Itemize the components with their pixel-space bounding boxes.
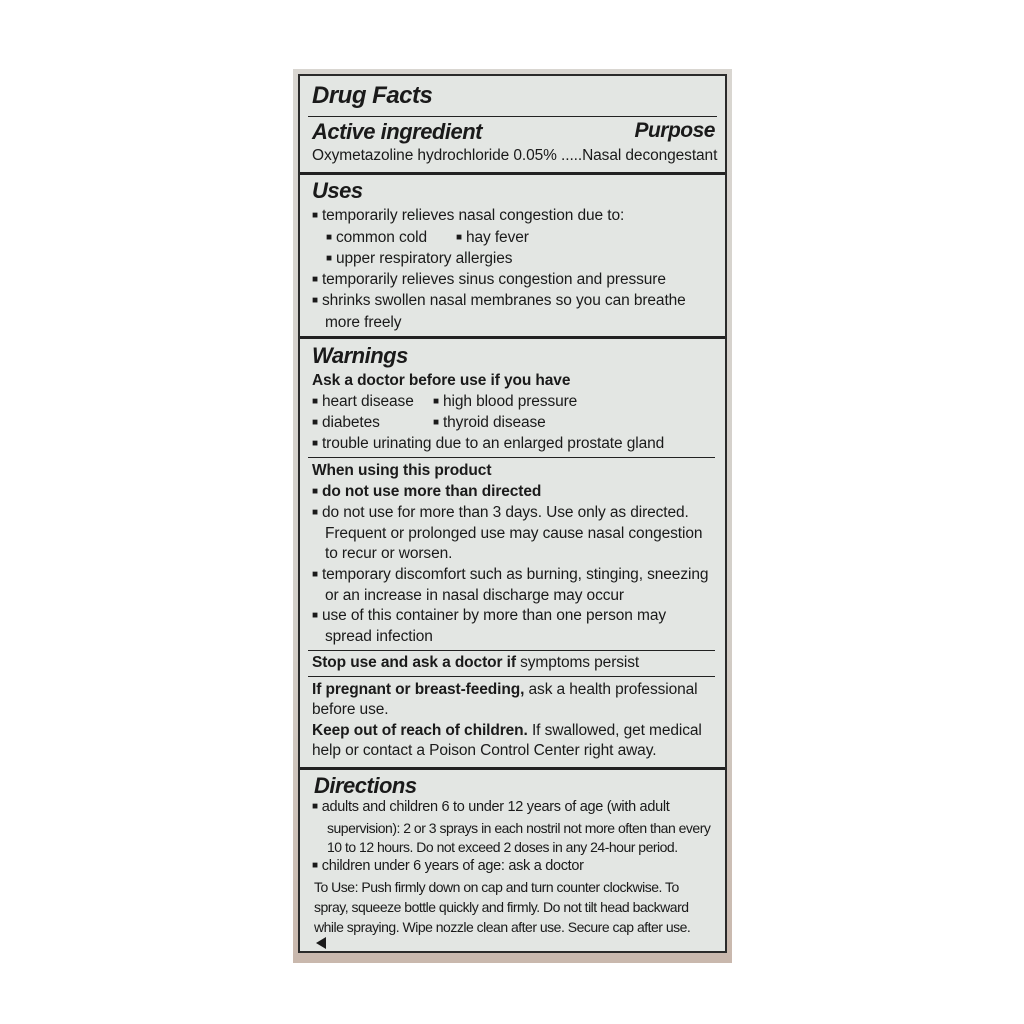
when-using-4-cont: spread infection [325, 628, 433, 645]
to-use-line-1: To Use: Push firmly down on cap and turn counter clockwise. To [314, 879, 679, 895]
section-divider [300, 336, 725, 339]
when-using-1: ■ do not use more than directed [312, 483, 541, 501]
when-using-3: ■ temporary discomfort such as burning, stinging, sneezing [312, 566, 708, 584]
warning-bp: ■ high blood pressure [433, 393, 577, 411]
drug-facts-panel [298, 74, 727, 953]
keep-out-cont: help or contact a Poison Control Center right away. [312, 742, 657, 759]
directions-1-cont: 10 to 12 hours. Do not exceed 2 doses in any 24-hour period. [327, 839, 678, 855]
uses-sub-allergies: ■ upper respiratory allergies [326, 250, 512, 268]
uses-sub-common-cold: ■ common cold [326, 229, 427, 247]
pregnant-bold: If pregnant or breast-feeding, [312, 681, 525, 698]
warning-urinating: ■ trouble urinating due to an enlarged prostate gland [312, 435, 664, 453]
keep-out-line [312, 722, 702, 740]
stop-use-line [312, 654, 639, 672]
stop-use-rest: symptoms persist [515, 654, 640, 671]
when-using-3-cont: or an increase in nasal discharge may occur [325, 587, 624, 604]
warning-thyroid: ■ thyroid disease [433, 414, 546, 432]
when-using-header: When using this product [312, 462, 492, 479]
left-arrow-icon [316, 937, 326, 949]
section-divider [300, 767, 725, 770]
uses-item-3-cont: more freely [325, 314, 402, 331]
directions-title: Directions [314, 773, 417, 798]
active-ingredient-header: Active ingredient [312, 119, 482, 144]
directions-1: ■ adults and children 6 to under 12 years of age (with adult [312, 799, 670, 815]
directions-1-cont: supervision): 2 or 3 sprays in each nostril not more often than every [327, 820, 711, 836]
pregnant-rest: ask a health professional [524, 681, 698, 698]
uses-item-1: ■ temporarily relieves nasal congestion due to: [312, 207, 624, 225]
stop-use-bold: Stop use and ask a doctor if [312, 654, 516, 671]
to-use-line-3: while spraying. Wipe nozzle clean after use. Secure cap after use. [314, 919, 691, 935]
to-use-line-2: spray, squeeze bottle quickly and firmly. Do not tilt head backward [314, 899, 689, 915]
divider [308, 116, 717, 117]
ask-doctor-header: Ask a doctor before use if you have [312, 372, 571, 389]
when-using-2: ■ do not use for more than 3 days. Use only as directed. [312, 504, 689, 522]
keep-out-bold: Keep out of reach of children. [312, 722, 528, 739]
pregnant-cont: before use. [312, 701, 389, 718]
uses-item-2: ■ temporarily relieves sinus congestion and pressure [312, 271, 666, 289]
section-divider [300, 172, 725, 175]
pregnant-line [312, 681, 698, 699]
uses-sub-hay-fever: ■ hay fever [456, 229, 529, 247]
ingredient-line: Oxymetazoline hydrochloride 0.05% .....Nasal decongestant [312, 147, 718, 164]
warning-diabetes: ■ diabetes [312, 414, 380, 432]
divider [308, 650, 715, 651]
when-using-2-cont: Frequent or prolonged use may cause nasal congestion [325, 525, 703, 542]
purpose-header: Purpose [634, 119, 715, 142]
keep-out-rest: If swallowed, get medical [527, 722, 702, 739]
when-using-2-cont: to recur or worsen. [325, 545, 453, 562]
directions-2: ■ children under 6 years of age: ask a doctor [312, 858, 584, 874]
warning-heart: ■ heart disease [312, 393, 414, 411]
when-using-4: ■ use of this container by more than one person may [312, 607, 666, 625]
divider [308, 676, 715, 677]
divider [308, 457, 715, 458]
drug-facts-title: Drug Facts [312, 82, 433, 109]
uses-item-3: ■ shrinks swollen nasal membranes so you can breathe [312, 292, 686, 310]
uses-title: Uses [312, 178, 363, 203]
warnings-title: Warnings [312, 343, 408, 368]
